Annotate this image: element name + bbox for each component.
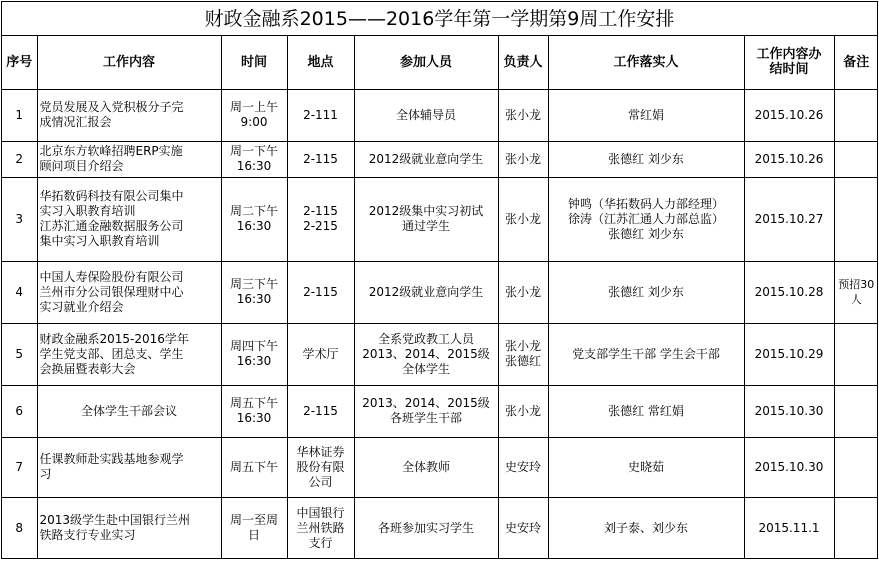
cell-deadline: 2015.10.28 <box>744 261 834 323</box>
cell-task: 全体学生干部会议 <box>37 385 221 437</box>
header-place: 地点 <box>287 36 354 89</box>
cell-owner: 史安玲 <box>498 437 548 497</box>
cell-note <box>834 89 878 141</box>
schedule-sheet <box>1 1 878 559</box>
cell-place: 2-115 <box>287 141 354 177</box>
cell-note <box>834 323 878 385</box>
cell-owner: 张小龙 <box>498 177 548 261</box>
cell-impl: 张德红 刘少东 <box>548 141 744 177</box>
cell-owner: 张小龙 <box>498 261 548 323</box>
cell-place: 中国银行 兰州铁路 支行 <box>287 497 354 559</box>
cell-time: 周一下午 16:30 <box>221 141 287 177</box>
table-row <box>2 141 878 177</box>
cell-owner: 张小龙 <box>498 385 548 437</box>
cell-no: 2 <box>2 141 37 177</box>
cell-note <box>834 497 878 559</box>
cell-no: 6 <box>2 385 37 437</box>
cell-people: 2012级集中实习初试 通过学生 <box>354 177 498 261</box>
header-people: 参加人员 <box>354 36 498 89</box>
cell-time: 周三下午 16:30 <box>221 261 287 323</box>
cell-no: 7 <box>2 437 37 497</box>
cell-no: 1 <box>2 89 37 141</box>
table-row <box>2 323 878 385</box>
cell-people: 2012级就业意向学生 <box>354 141 498 177</box>
sheet-title: 财政金融系2015——2016学年第一学期第9周工作安排 <box>2 2 877 36</box>
cell-people: 各班参加实习学生 <box>354 497 498 559</box>
cell-deadline: 2015.11.1 <box>744 497 834 559</box>
header-time: 时间 <box>221 36 287 89</box>
cell-note <box>834 141 878 177</box>
header-owner: 负责人 <box>498 36 548 89</box>
cell-task: 华拓数码科技有限公司集中 实习入职教育培训 江苏汇通金融数据服务公司 集中实习入职教育培训 <box>37 177 221 261</box>
header-row <box>2 36 878 89</box>
cell-impl: 史晓茹 <box>548 437 744 497</box>
cell-owner: 张小龙 <box>498 141 548 177</box>
cell-deadline: 2015.10.26 <box>744 89 834 141</box>
cell-task: 财政金融系2015-2016学年 学生党支部、团总支、学生 会换届暨表彰大会 <box>37 323 221 385</box>
cell-time: 周五下午 16:30 <box>221 385 287 437</box>
cell-time: 周四下午 16:30 <box>221 323 287 385</box>
cell-place: 学术厅 <box>287 323 354 385</box>
cell-owner: 张小龙 <box>498 89 548 141</box>
cell-note: 预招30人 <box>834 261 878 323</box>
cell-deadline: 2015.10.29 <box>744 323 834 385</box>
cell-task: 任课教师赴实践基地参观学 习 <box>37 437 221 497</box>
cell-people: 全系党政教工人员 2013、2014、2015级 全体学生 <box>354 323 498 385</box>
cell-impl: 钟鸣（华拓数码人力部经理） 徐涛（江苏汇通人力部总监） 张德红 刘少东 <box>548 177 744 261</box>
cell-deadline: 2015.10.30 <box>744 385 834 437</box>
cell-people: 全体教师 <box>354 437 498 497</box>
cell-people: 2013、2014、2015级 各班学生干部 <box>354 385 498 437</box>
cell-place: 2-115 2-215 <box>287 177 354 261</box>
cell-time: 周二下午 16:30 <box>221 177 287 261</box>
table-row <box>2 177 878 261</box>
header-task: 工作内容 <box>37 36 221 89</box>
cell-deadline: 2015.10.27 <box>744 177 834 261</box>
cell-impl: 党支部学生干部 学生会干部 <box>548 323 744 385</box>
cell-deadline: 2015.10.26 <box>744 141 834 177</box>
cell-time: 周一至周 日 <box>221 497 287 559</box>
cell-place: 2-115 <box>287 385 354 437</box>
cell-owner: 张小龙 张德红 <box>498 323 548 385</box>
cell-impl: 常红娟 <box>548 89 744 141</box>
cell-people: 2012级就业意向学生 <box>354 261 498 323</box>
cell-place: 2-115 <box>287 261 354 323</box>
cell-note <box>834 385 878 437</box>
cell-task: 中国人寿保险股份有限公司 兰州市分公司银保理财中心 实习就业介绍会 <box>37 261 221 323</box>
cell-no: 3 <box>2 177 37 261</box>
cell-owner: 史安玲 <box>498 497 548 559</box>
cell-deadline: 2015.10.30 <box>744 437 834 497</box>
schedule-table <box>2 36 878 559</box>
table-row <box>2 497 878 559</box>
header-no: 序号 <box>2 36 37 89</box>
cell-impl: 张德红 刘少东 <box>548 261 744 323</box>
cell-note <box>834 177 878 261</box>
header-impl: 工作落实人 <box>548 36 744 89</box>
table-row <box>2 437 878 497</box>
cell-impl: 张德红 常红娟 <box>548 385 744 437</box>
cell-no: 4 <box>2 261 37 323</box>
header-note: 备注 <box>834 36 878 89</box>
cell-time: 周一上午 9:00 <box>221 89 287 141</box>
cell-task: 北京东方软峰招聘ERP实施 顾问项目介绍会 <box>37 141 221 177</box>
cell-place: 2-111 <box>287 89 354 141</box>
cell-impl: 刘子泰、刘少东 <box>548 497 744 559</box>
cell-time: 周五下午 <box>221 437 287 497</box>
cell-no: 8 <box>2 497 37 559</box>
cell-task: 党员发展及入党积极分子完 成情况汇报会 <box>37 89 221 141</box>
table-row <box>2 89 878 141</box>
cell-no: 5 <box>2 323 37 385</box>
cell-note <box>834 437 878 497</box>
cell-people: 全体辅导员 <box>354 89 498 141</box>
cell-place: 华林证券 股份有限 公司 <box>287 437 354 497</box>
table-row <box>2 261 878 323</box>
header-deadline: 工作内容办 结时间 <box>744 36 834 89</box>
cell-task: 2013级学生赴中国银行兰州 铁路支行专业实习 <box>37 497 221 559</box>
table-row <box>2 385 878 437</box>
